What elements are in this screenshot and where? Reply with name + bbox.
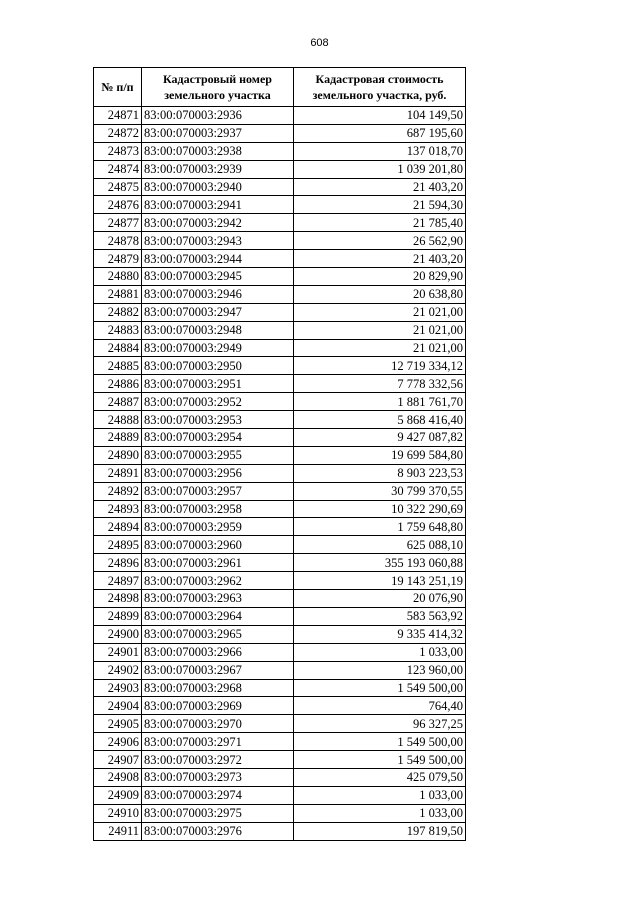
cadastral-cost-cell: 10 322 290,69: [294, 500, 466, 518]
row-number-cell: 24906: [94, 733, 142, 751]
row-number-cell: 24884: [94, 339, 142, 357]
cadastral-number-cell: 83:00:070003:2938: [142, 142, 294, 160]
row-number-cell: 24879: [94, 250, 142, 268]
cadastral-number-cell: 83:00:070003:2936: [142, 107, 294, 125]
cadastral-cost-cell: 5 868 416,40: [294, 411, 466, 429]
row-number-cell: 24891: [94, 464, 142, 482]
cadastral-number-cell: 83:00:070003:2944: [142, 250, 294, 268]
cadastral-cost-cell: 625 088,10: [294, 536, 466, 554]
cadastral-cost-cell: 21 403,20: [294, 250, 466, 268]
cadastral-number-cell: 83:00:070003:2954: [142, 429, 294, 447]
row-number-cell: 24900: [94, 625, 142, 643]
cadastral-number-cell: 83:00:070003:2941: [142, 196, 294, 214]
table-row: [94, 679, 466, 697]
row-number-cell: 24899: [94, 607, 142, 625]
cadastral-cost-cell: 1 549 500,00: [294, 751, 466, 769]
cadastral-cost-cell: 1 039 201,80: [294, 160, 466, 178]
table-row: [94, 464, 466, 482]
row-number-cell: 24873: [94, 142, 142, 160]
cadastral-number-cell: 83:00:070003:2972: [142, 751, 294, 769]
table-row: [94, 107, 466, 125]
cadastral-cost-cell: 21 403,20: [294, 178, 466, 196]
table-body: [94, 107, 466, 841]
row-number-cell: 24907: [94, 751, 142, 769]
cadastral-value-table: [93, 67, 466, 841]
cadastral-number-cell: 83:00:070003:2975: [142, 804, 294, 822]
cadastral-cost-cell: 20 076,90: [294, 590, 466, 608]
table-row: [94, 733, 466, 751]
table-row: [94, 339, 466, 357]
row-number-cell: 24901: [94, 643, 142, 661]
table-row: [94, 268, 466, 286]
cadastral-cost-cell: 197 819,50: [294, 822, 466, 840]
cadastral-cost-cell: 96 327,25: [294, 715, 466, 733]
table-row: [94, 285, 466, 303]
cadastral-cost-cell: 21 021,00: [294, 303, 466, 321]
cadastral-cost-cell: 425 079,50: [294, 768, 466, 786]
cadastral-number-cell: 83:00:070003:2951: [142, 375, 294, 393]
cadastral-number-cell: 83:00:070003:2940: [142, 178, 294, 196]
cadastral-number-cell: 83:00:070003:2966: [142, 643, 294, 661]
page-number: 608: [310, 37, 329, 49]
row-number-cell: 24871: [94, 107, 142, 125]
row-number-cell: 24893: [94, 500, 142, 518]
table-row: [94, 768, 466, 786]
cadastral-number-cell: 83:00:070003:2959: [142, 518, 294, 536]
row-number-cell: 24911: [94, 822, 142, 840]
row-number-cell: 24908: [94, 768, 142, 786]
cadastral-number-cell: 83:00:070003:2970: [142, 715, 294, 733]
table-row: [94, 536, 466, 554]
table-row: [94, 643, 466, 661]
row-number-cell: 24898: [94, 590, 142, 608]
cadastral-cost-cell: 104 149,50: [294, 107, 466, 125]
cadastral-cost-cell: 21 021,00: [294, 321, 466, 339]
table-row: [94, 375, 466, 393]
cadastral-cost-cell: 1 033,00: [294, 643, 466, 661]
row-number-cell: 24877: [94, 214, 142, 232]
cadastral-cost-cell: 1 033,00: [294, 804, 466, 822]
table-row: [94, 357, 466, 375]
cadastral-cost-cell: 137 018,70: [294, 142, 466, 160]
cadastral-number-cell: 83:00:070003:2964: [142, 607, 294, 625]
row-number-cell: 24880: [94, 268, 142, 286]
row-number-cell: 24894: [94, 518, 142, 536]
cadastral-number-cell: 83:00:070003:2942: [142, 214, 294, 232]
cadastral-cost-cell: 355 193 060,88: [294, 554, 466, 572]
cadastral-cost-cell: 20 638,80: [294, 285, 466, 303]
table-row: [94, 822, 466, 840]
row-number-cell: 24897: [94, 572, 142, 590]
cadastral-number-cell: 83:00:070003:2949: [142, 339, 294, 357]
table-row: [94, 232, 466, 250]
cadastral-number-cell: 83:00:070003:2943: [142, 232, 294, 250]
cadastral-cost-cell: 26 562,90: [294, 232, 466, 250]
cadastral-cost-cell: 8 903 223,53: [294, 464, 466, 482]
row-number-cell: 24874: [94, 160, 142, 178]
table-row: [94, 554, 466, 572]
row-number-cell: 24909: [94, 786, 142, 804]
cadastral-cost-cell: 583 563,92: [294, 607, 466, 625]
header-row-number: № п/п: [94, 68, 142, 107]
table-row: [94, 804, 466, 822]
cadastral-number-cell: 83:00:070003:2948: [142, 321, 294, 339]
header-cadastral-cost: Кадастровая стоимость земельного участка, руб.: [294, 68, 466, 107]
table-row: [94, 446, 466, 464]
table-row: [94, 715, 466, 733]
cadastral-number-cell: 83:00:070003:2960: [142, 536, 294, 554]
table-row: [94, 214, 466, 232]
cadastral-number-cell: 83:00:070003:2946: [142, 285, 294, 303]
row-number-cell: 24892: [94, 482, 142, 500]
row-number-cell: 24888: [94, 411, 142, 429]
row-number-cell: 24886: [94, 375, 142, 393]
cadastral-cost-cell: 687 195,60: [294, 124, 466, 142]
cadastral-cost-cell: 123 960,00: [294, 661, 466, 679]
table-row: [94, 661, 466, 679]
row-number-cell: 24887: [94, 393, 142, 411]
cadastral-number-cell: 83:00:070003:2937: [142, 124, 294, 142]
cadastral-number-cell: 83:00:070003:2952: [142, 393, 294, 411]
cadastral-cost-cell: 1 033,00: [294, 786, 466, 804]
table-row: [94, 697, 466, 715]
row-number-cell: 24889: [94, 429, 142, 447]
table-row: [94, 411, 466, 429]
table-row: [94, 786, 466, 804]
header-row: [94, 68, 466, 107]
cadastral-number-cell: 83:00:070003:2958: [142, 500, 294, 518]
row-number-cell: 24896: [94, 554, 142, 572]
cadastral-number-cell: 83:00:070003:2947: [142, 303, 294, 321]
cadastral-number-cell: 83:00:070003:2950: [142, 357, 294, 375]
table-row: [94, 625, 466, 643]
cadastral-cost-cell: 12 719 334,12: [294, 357, 466, 375]
table-row: [94, 250, 466, 268]
cadastral-cost-cell: 21 594,30: [294, 196, 466, 214]
table-row: [94, 607, 466, 625]
cadastral-number-cell: 83:00:070003:2956: [142, 464, 294, 482]
row-number-cell: 24876: [94, 196, 142, 214]
cadastral-number-cell: 83:00:070003:2968: [142, 679, 294, 697]
table-row: [94, 500, 466, 518]
cadastral-cost-cell: 1 549 500,00: [294, 733, 466, 751]
row-number-cell: 24872: [94, 124, 142, 142]
cadastral-cost-cell: 19 699 584,80: [294, 446, 466, 464]
table-row: [94, 482, 466, 500]
row-number-cell: 24902: [94, 661, 142, 679]
cadastral-cost-cell: 1 759 648,80: [294, 518, 466, 536]
table-row: [94, 303, 466, 321]
table-row: [94, 142, 466, 160]
cadastral-number-cell: 83:00:070003:2971: [142, 733, 294, 751]
table-row: [94, 751, 466, 769]
row-number-cell: 24882: [94, 303, 142, 321]
cadastral-number-cell: 83:00:070003:2963: [142, 590, 294, 608]
row-number-cell: 24895: [94, 536, 142, 554]
cadastral-cost-cell: 1 881 761,70: [294, 393, 466, 411]
cadastral-number-cell: 83:00:070003:2957: [142, 482, 294, 500]
cadastral-number-cell: 83:00:070003:2974: [142, 786, 294, 804]
table-row: [94, 518, 466, 536]
row-number-cell: 24875: [94, 178, 142, 196]
table-header: [94, 68, 466, 107]
cadastral-cost-cell: 19 143 251,19: [294, 572, 466, 590]
cadastral-number-cell: 83:00:070003:2965: [142, 625, 294, 643]
table-row: [94, 321, 466, 339]
cadastral-cost-cell: 30 799 370,55: [294, 482, 466, 500]
row-number-cell: 24890: [94, 446, 142, 464]
cadastral-cost-cell: 1 549 500,00: [294, 679, 466, 697]
table-row: [94, 429, 466, 447]
cadastral-number-cell: 83:00:070003:2976: [142, 822, 294, 840]
header-cadastral-number: Кадастровый номер земельного участка: [142, 68, 294, 107]
cadastral-number-cell: 83:00:070003:2969: [142, 697, 294, 715]
row-number-cell: 24903: [94, 679, 142, 697]
row-number-cell: 24883: [94, 321, 142, 339]
table-row: [94, 178, 466, 196]
row-number-cell: 24910: [94, 804, 142, 822]
cadastral-number-cell: 83:00:070003:2955: [142, 446, 294, 464]
row-number-cell: 24881: [94, 285, 142, 303]
cadastral-cost-cell: 764,40: [294, 697, 466, 715]
cadastral-cost-cell: 9 427 087,82: [294, 429, 466, 447]
table-row: [94, 124, 466, 142]
row-number-cell: 24885: [94, 357, 142, 375]
cadastral-number-cell: 83:00:070003:2939: [142, 160, 294, 178]
table-row: [94, 160, 466, 178]
cadastral-cost-cell: 7 778 332,56: [294, 375, 466, 393]
table-row: [94, 196, 466, 214]
cadastral-number-cell: 83:00:070003:2953: [142, 411, 294, 429]
cadastral-cost-cell: 9 335 414,32: [294, 625, 466, 643]
cadastral-cost-cell: 21 021,00: [294, 339, 466, 357]
cadastral-cost-cell: 20 829,90: [294, 268, 466, 286]
row-number-cell: 24904: [94, 697, 142, 715]
table-row: [94, 393, 466, 411]
cadastral-number-cell: 83:00:070003:2961: [142, 554, 294, 572]
cadastral-number-cell: 83:00:070003:2945: [142, 268, 294, 286]
row-number-cell: 24878: [94, 232, 142, 250]
table-row: [94, 590, 466, 608]
table-row: [94, 572, 466, 590]
cadastral-cost-cell: 21 785,40: [294, 214, 466, 232]
cadastral-number-cell: 83:00:070003:2962: [142, 572, 294, 590]
cadastral-number-cell: 83:00:070003:2967: [142, 661, 294, 679]
cadastral-number-cell: 83:00:070003:2973: [142, 768, 294, 786]
row-number-cell: 24905: [94, 715, 142, 733]
